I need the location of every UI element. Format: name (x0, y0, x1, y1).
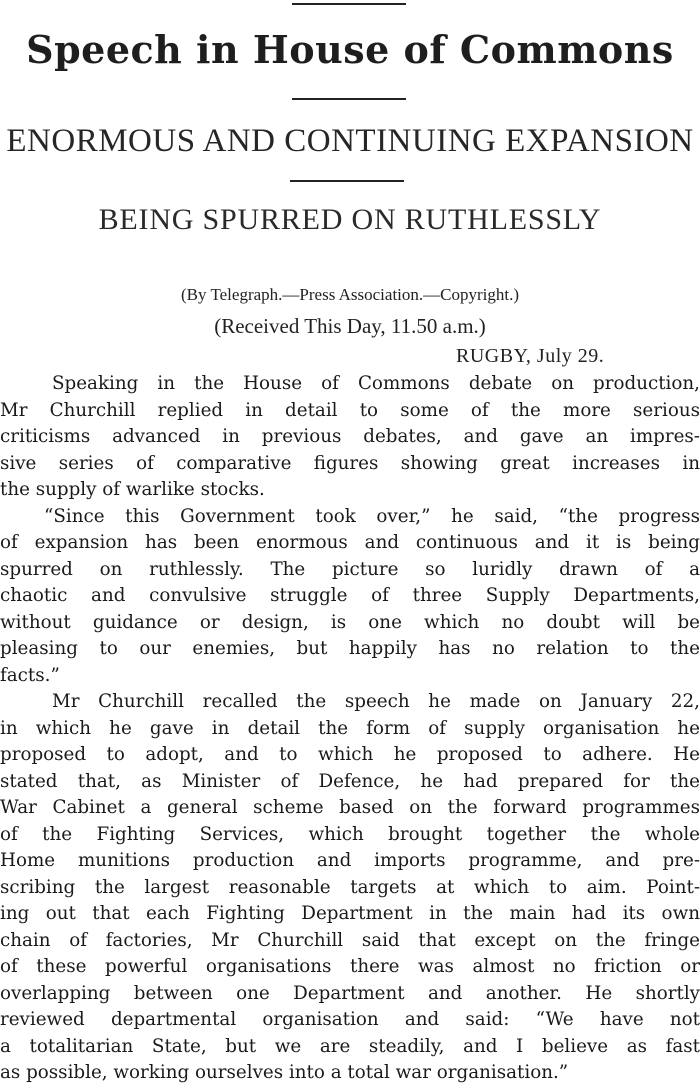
paragraph-2-line-5: without guidance or design, is one which no doubt will be (0, 611, 700, 633)
paragraph-3-line-2: in which he gave in detail the form of supply organisation he (0, 717, 700, 739)
paragraph-3-line-1: Mr Churchill recalled the speech he made on January 22, (52, 691, 700, 712)
paragraph-2-line-6: pleasing to our enemies, but happily has no relation to the (0, 638, 700, 659)
byline: (By Telegraph.—Press Association.—Copyright.) (181, 285, 519, 304)
paragraph-2-line-2: of expansion has been enormous and continuous and it is being (0, 532, 700, 553)
article-body (0, 371, 700, 1087)
headline-rule-1 (292, 98, 406, 100)
paragraph-3-line-12: overlapping between one Department and another. He shortly (0, 982, 700, 1004)
paragraph-2-line-4: chaotic and convulsive struggle of three Supply Departments, (0, 585, 700, 606)
dateline: RUGBY, July 29. (456, 345, 605, 367)
paragraph-3-line-7: Home munitions production and imports programme, and pre- (0, 850, 700, 871)
paragraph-1-line-1: Speaking in the House of Commons debate on production, (52, 373, 700, 394)
paragraph-3-line-14: a totalitarian State, but we are steadily, and I believe as fast (0, 1035, 700, 1057)
top-rule (292, 3, 406, 5)
paragraph-1-line-4: sive series of comparative figures showing great increases in (0, 452, 700, 474)
headline-rule-2 (290, 180, 404, 182)
paragraph-3-line-11: of these powerful organisations there was almost no friction or (0, 956, 700, 977)
second-sub-headline: BEING SPURRED ON RUTHLESSLY (98, 203, 602, 236)
main-headline: Speech in House of Commons (26, 27, 674, 72)
paragraph-1-line-3: criticisms advanced in previous debates, and gave an impres- (0, 426, 700, 447)
paragraph-3-line-5: War Cabinet a general scheme based on the forward programmes (0, 797, 700, 818)
paragraph-3-line-3: proposed to adopt, and to which he proposed to adhere. He (0, 744, 700, 765)
paragraph-2-line-1: “Since this Government took over,” he said, “the progress (44, 505, 700, 527)
received-time: (Received This Day, 11.50 a.m.) (214, 314, 486, 338)
paragraph-3-line-13: reviewed departmental organisation and said: “We have not (0, 1009, 700, 1030)
paragraph-3-line-6: of the Fighting Services, which brought together the whole (0, 823, 700, 845)
paragraph-2-line-3: spurred on ruthlessly. The picture so luridly drawn of a (0, 558, 700, 580)
paragraph-3-line-9: ing out that each Fighting Department in the main had its own (0, 903, 700, 924)
paragraph-3-line-8: scribing the largest reasonable targets at which to aim. Point- (0, 876, 700, 898)
paragraph-3-line-4: stated that, as Minister of Defence, he had prepared for the (0, 770, 700, 792)
paragraph-3-line-15: as possible, working ourselves into a total war organisation.” (0, 1062, 569, 1083)
paragraph-1-line-2: Mr Churchill replied in detail to some of the more serious (0, 399, 700, 421)
paragraph-3-line-10: chain of factories, Mr Churchill said that except on the fringe (0, 929, 700, 951)
paragraph-1-line-5: the supply of warlike stocks. (0, 479, 265, 500)
paragraph-2-line-7: facts.” (0, 664, 60, 686)
sub-headline: ENORMOUS AND CONTINUING EXPANSION (6, 123, 694, 159)
